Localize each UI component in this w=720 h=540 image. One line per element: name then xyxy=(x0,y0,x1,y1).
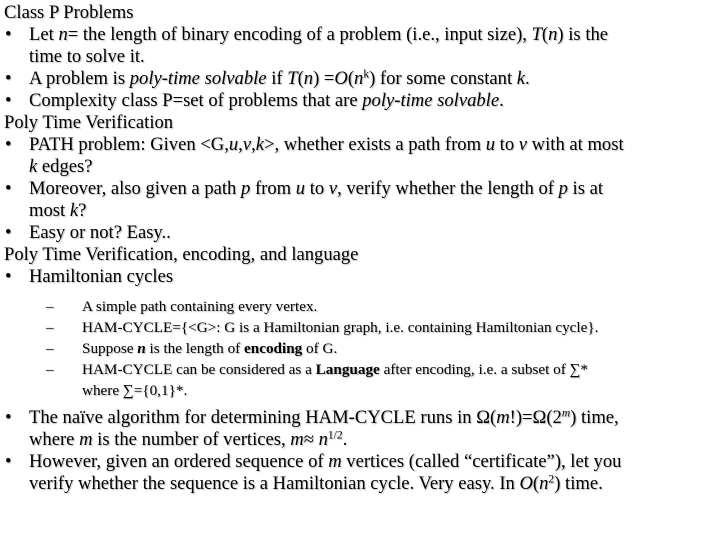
bullet-path-problem xyxy=(4,134,716,178)
var-p: p xyxy=(558,178,568,199)
term-language: Language xyxy=(315,361,380,378)
var-k: k xyxy=(255,134,265,155)
bullet-verify-path xyxy=(4,178,716,222)
text: !)=Ω(2 xyxy=(509,407,562,428)
text: to xyxy=(305,178,329,199)
var-n: n xyxy=(58,24,68,45)
var-u: u xyxy=(485,134,495,155)
var-v: v xyxy=(518,134,528,155)
bullet-input-size xyxy=(4,24,716,68)
text: if xyxy=(266,68,288,89)
text: = the length of binary encoding of a problem (i.e., input size), xyxy=(67,24,532,45)
var-n: n xyxy=(303,68,314,89)
text: ) time, xyxy=(570,407,619,428)
var-O: O xyxy=(519,473,533,494)
exponent-2: 2 xyxy=(548,473,555,486)
text: The naïve algorithm for determining HAM-CYCLE runs in Ω( xyxy=(29,407,497,428)
text: , xyxy=(251,134,256,155)
term-poly-time-solvable: poly-time solvable xyxy=(362,90,500,111)
text: However, given an ordered sequence of xyxy=(29,451,329,472)
text: Let xyxy=(29,24,59,45)
text: Suppose xyxy=(82,340,138,357)
exponent-k: k xyxy=(363,68,370,81)
var-m: m xyxy=(79,429,93,450)
bullet-naive-algorithm xyxy=(4,407,716,451)
text: ( xyxy=(532,473,540,494)
term-poly-time-solvable: poly-time solvable xyxy=(129,68,267,89)
exponent-half: 1/2 xyxy=(327,429,343,442)
text: ) for some constant xyxy=(369,68,517,89)
text: where ∑={0,1}*. xyxy=(82,382,188,399)
var-u: u xyxy=(228,134,239,155)
exponent-m: m xyxy=(561,407,571,420)
bullet-certificate xyxy=(4,451,716,495)
var-u: u xyxy=(295,178,306,199)
var-v: v xyxy=(328,178,338,199)
bullet-complexity-class-p xyxy=(4,90,716,112)
text: verify whether the sequence is a Hamiltonian cycle. Very easy. In xyxy=(29,473,520,494)
text: is the number of vertices, xyxy=(92,429,291,450)
text: ) time. xyxy=(554,473,603,494)
text: . xyxy=(342,429,348,450)
var-m: m xyxy=(290,429,304,450)
var-k: k xyxy=(29,156,38,177)
var-k: k xyxy=(516,68,526,89)
var-n: n xyxy=(137,340,146,357)
var-T: T xyxy=(531,24,542,45)
sub-item-encoding-length xyxy=(4,338,716,359)
sub-item-ham-cycle-def: – HAM-CYCLE={<G>: G is a Hamiltonian graph, i.e. containing Hamiltonian cycle}. xyxy=(4,317,716,338)
text: , xyxy=(238,134,243,155)
text: most xyxy=(29,200,70,221)
text: Complexity class P=set of problems that are xyxy=(29,90,363,111)
text: vertices (called “certificate”), let you xyxy=(341,451,622,472)
var-m: m xyxy=(496,407,510,428)
slide-content xyxy=(4,2,716,495)
sub-list xyxy=(4,296,716,401)
text: ( xyxy=(347,68,355,89)
var-n: n xyxy=(354,68,364,89)
text: Moreover, also given a path xyxy=(29,178,241,199)
text: >, whether exists a path from xyxy=(264,134,486,155)
var-n: n xyxy=(539,473,549,494)
text: ≈ xyxy=(303,429,319,450)
var-m: m xyxy=(328,451,342,472)
term-encoding: encoding xyxy=(244,340,303,357)
text: after encoding, i.e. a subset of ∑* xyxy=(379,361,588,378)
var-p: p xyxy=(241,178,251,199)
heading-class-p: Class P Problems xyxy=(4,2,134,23)
var-k: k xyxy=(69,200,79,221)
var-n: n xyxy=(548,24,558,45)
text: with at most xyxy=(527,134,624,155)
text: ) = xyxy=(313,68,335,89)
text: is at xyxy=(567,178,603,199)
text: from xyxy=(250,178,296,199)
text: ? xyxy=(78,200,87,221)
text: ( xyxy=(297,68,304,89)
var-O: O xyxy=(334,68,348,89)
text: time to solve it. xyxy=(29,46,145,67)
text: A problem is xyxy=(29,68,130,89)
text: of G. xyxy=(302,340,338,357)
var-T: T xyxy=(287,68,298,89)
sub-item-simple-path: – A simple path containing every vertex. xyxy=(4,296,716,317)
sub-item-language xyxy=(4,359,716,401)
heading-poly-time-verification: Poly Time Verification xyxy=(4,112,174,133)
var-n: n xyxy=(318,429,328,450)
text: HAM-CYCLE can be considered as a xyxy=(82,361,316,378)
text: edges? xyxy=(37,156,93,177)
text: ) is the xyxy=(557,24,609,45)
text: , verify whether the length of xyxy=(337,178,559,199)
text: where xyxy=(29,429,80,450)
text: PATH problem: Given <G, xyxy=(29,134,229,155)
heading-encoding-language: Poly Time Verification, encoding, and language xyxy=(4,244,359,265)
bullet-poly-time-solvable xyxy=(4,68,716,90)
text: . xyxy=(499,90,504,111)
text: to xyxy=(495,134,519,155)
var-v: v xyxy=(242,134,252,155)
text: . xyxy=(525,68,530,89)
text: is the length of xyxy=(145,340,245,357)
bullet-hamiltonian-cycles: • Hamiltonian cycles xyxy=(4,266,716,288)
text: ( xyxy=(541,24,549,45)
bullet-easy: • Easy or not? Easy.. xyxy=(4,222,716,244)
